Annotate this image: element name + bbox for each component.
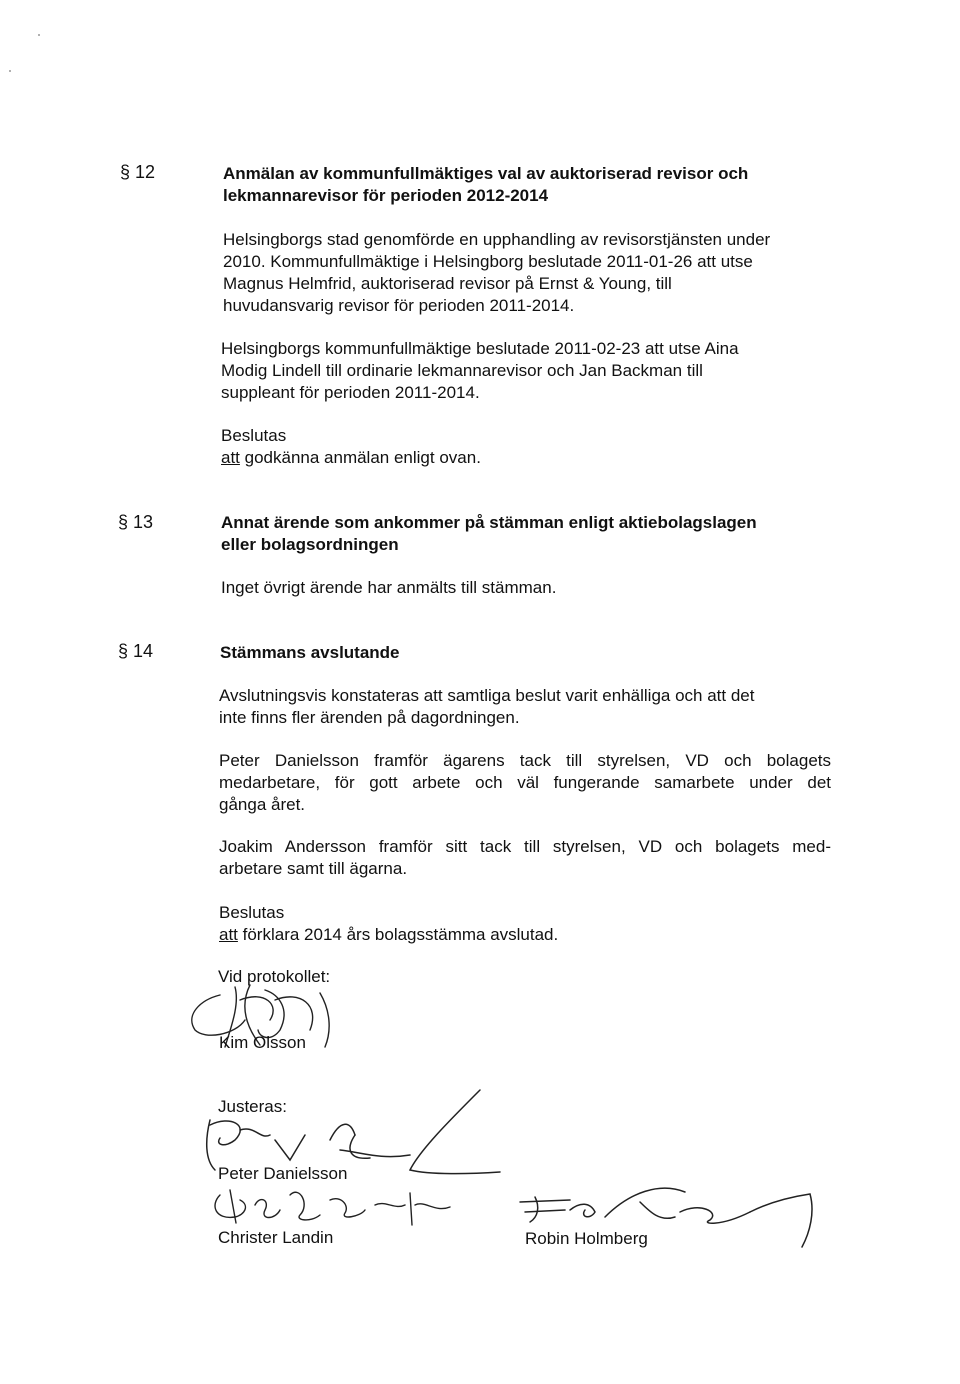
section-12-paragraph-2 xyxy=(221,338,841,404)
text-line: medarbetare, för gott arbete och väl fungerande samarbete under det xyxy=(219,773,831,792)
section-14-paragraph-1 xyxy=(219,685,839,729)
section-12-title-line2: lekmannarevisor för perioden 2012-2014 xyxy=(223,186,549,205)
section-12-paragraph-1 xyxy=(223,229,843,317)
section-13-title-line1: Annat ärende som ankommer på stämman enligt aktiebolagslagen xyxy=(221,513,757,532)
section-14-number: § 14 xyxy=(118,641,154,661)
text-line: Helsingborgs kommunfullmäktige beslutade 2011-02-23 att utse Aina xyxy=(221,339,739,358)
text-line: inte finns fler ärenden på dagordningen. xyxy=(219,708,520,727)
section-13-title-line2: eller bolagsordningen xyxy=(221,535,399,554)
scan-speck xyxy=(38,34,40,36)
text-line: arbetare samt till ägarna. xyxy=(219,859,408,878)
section-14-paragraph-2 xyxy=(219,750,831,816)
text-line: Joakim Andersson framför sitt tack till styrelsen, VD och bolagets med- xyxy=(219,837,831,856)
adjuster-1-name: Peter Danielsson xyxy=(218,1164,348,1183)
text-line: Magnus Helmfrid, auktoriserad revisor på Ernst & Young, till xyxy=(223,274,672,293)
text-line: 2010. Kommunfullmäktige i Helsingborg beslutade 2011-01-26 att utse xyxy=(223,252,753,271)
section-12-decision xyxy=(221,447,481,469)
section-12-beslutas: Beslutas xyxy=(221,426,287,445)
text-line: Avslutningsvis konstateras att samtliga beslut varit enhälliga och att det xyxy=(219,686,755,705)
section-12-number: § 12 xyxy=(120,162,156,182)
text-line: huvudansvarig revisor för perioden 2011-2014. xyxy=(223,296,575,315)
protocol-label: Vid protokollet: xyxy=(218,967,331,986)
section-13-paragraph: Inget övrigt ärende har anmälts till stämman. xyxy=(221,578,557,597)
att-keyword: att xyxy=(219,925,238,944)
section-13-number: § 13 xyxy=(118,512,154,532)
adjuster-3-name: Robin Holmberg xyxy=(525,1229,648,1248)
section-14-title: Stämmans avslutande xyxy=(220,643,400,662)
adjust-label: Justeras: xyxy=(218,1097,287,1116)
section-12-title-line1: Anmälan av kommunfullmäktiges val av auktoriserad revisor och xyxy=(223,164,749,183)
section-14-decision xyxy=(219,924,558,946)
scan-speck xyxy=(9,70,11,72)
att-keyword: att xyxy=(221,448,240,467)
decision-text: förklara 2014 års bolagsstämma avslutad. xyxy=(237,925,559,944)
text-line: Modig Lindell till ordinarie lekmannarevisor och Jan Backman till xyxy=(221,361,703,380)
secretary-name: Kim Olsson xyxy=(219,1033,306,1052)
text-line: Helsingborgs stad genomförde en upphandling av revisorstjänsten under xyxy=(223,230,771,249)
text-line: suppleant för perioden 2011-2014. xyxy=(221,383,480,402)
section-14-paragraph-3 xyxy=(219,836,831,880)
decision-text: godkänna anmälan enligt ovan. xyxy=(239,448,481,467)
text-line: gånga året. xyxy=(219,795,306,814)
text-line: Peter Danielsson framför ägarens tack till styrelsen, VD och bolagets xyxy=(219,751,831,770)
section-14-beslutas: Beslutas xyxy=(219,903,285,922)
adjuster-2-name: Christer Landin xyxy=(218,1228,334,1247)
